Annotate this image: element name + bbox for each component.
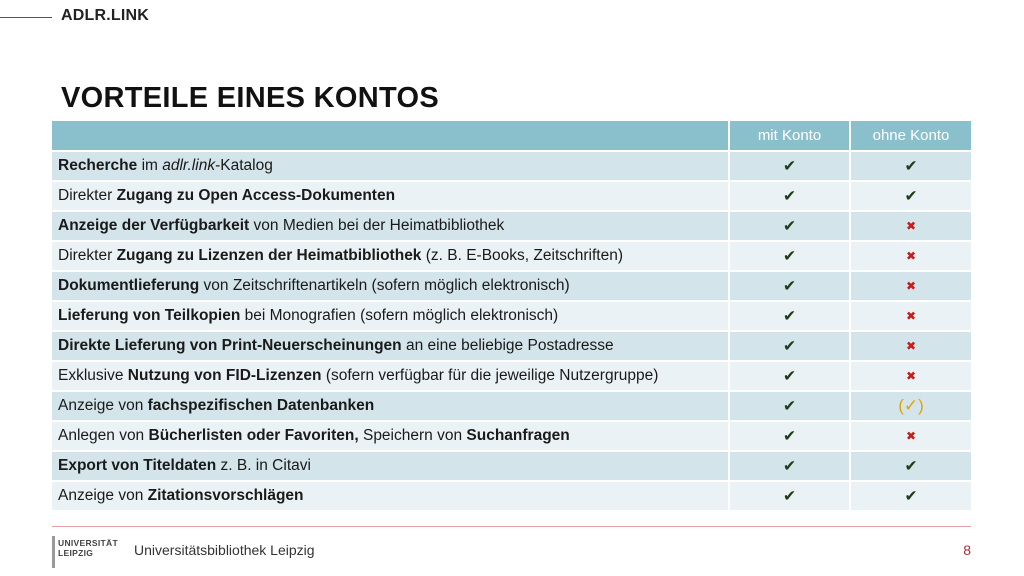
feature-cell — [52, 332, 728, 360]
feature-text: Direkte Lieferung von Print-Neuerscheinungen — [58, 337, 402, 354]
check-icon: ✔ — [783, 217, 796, 235]
feature-text: adlr.link — [162, 157, 216, 174]
page-title: VORTEILE EINES KONTOS — [61, 82, 439, 114]
ohne-konto-cell — [849, 182, 971, 210]
feature-cell — [52, 452, 728, 480]
mit-konto-cell — [728, 392, 849, 420]
feature-text: Anzeige von — [58, 397, 148, 414]
table-row — [52, 482, 971, 510]
table-row — [52, 242, 971, 270]
mit-konto-cell — [728, 362, 849, 390]
feature-text: Recherche — [58, 157, 138, 174]
table-header-row — [52, 121, 971, 150]
header-feature — [52, 121, 728, 150]
ohne-konto-cell — [849, 452, 971, 480]
feature-text: Suchanfragen — [466, 427, 570, 444]
page-number: 8 — [963, 542, 971, 558]
check-icon: ✔ — [783, 337, 796, 355]
check-icon: ✔ — [783, 457, 796, 475]
feature-text: Nutzung von FID-Lizenzen — [127, 367, 322, 384]
check-icon: ✔ — [904, 187, 918, 205]
feature-text: Direkter — [58, 187, 117, 204]
ohne-konto-cell — [849, 392, 971, 420]
mit-konto-cell — [728, 272, 849, 300]
check-icon: ✔ — [783, 397, 796, 415]
partial-check-icon: (✓) — [898, 396, 924, 415]
feature-text: an eine beliebige Postadresse — [401, 337, 614, 354]
mit-konto-cell — [728, 302, 849, 330]
feature-cell — [52, 242, 728, 270]
feature-text: Export von Titeldaten — [58, 457, 217, 474]
table-row — [52, 302, 971, 330]
check-icon: ✔ — [904, 487, 918, 505]
check-icon: ✔ — [904, 157, 918, 175]
mit-konto-cell — [728, 152, 849, 180]
check-icon: ✔ — [904, 457, 918, 475]
footer-institution: Universitätsbibliothek Leipzig — [134, 542, 315, 558]
check-icon: ✔ — [783, 367, 796, 385]
feature-text: Exklusive — [58, 367, 128, 384]
feature-cell — [52, 482, 728, 510]
feature-text: Anlegen von — [58, 427, 149, 444]
logo-line-1: UNIVERSITÄT — [58, 538, 118, 548]
cross-icon: ✖ — [905, 219, 917, 233]
feature-text: Dokumentlieferung — [58, 277, 200, 294]
table-row — [52, 422, 971, 450]
feature-text: z. B. in Citavi — [216, 457, 311, 474]
feature-cell — [52, 392, 728, 420]
feature-text: (z. B. E-Books, Zeitschriften) — [421, 247, 623, 264]
cross-icon: ✖ — [905, 279, 917, 293]
feature-text: von Medien bei der Heimatbibliothek — [249, 217, 505, 234]
feature-cell — [52, 362, 728, 390]
check-icon: ✔ — [783, 427, 796, 445]
feature-text: Lieferung von Teilkopien — [58, 307, 241, 324]
logo-line-2: LEIPZIG — [58, 548, 94, 558]
mit-konto-cell — [728, 422, 849, 450]
cross-icon: ✖ — [905, 249, 917, 263]
check-icon: ✔ — [783, 247, 796, 265]
ohne-konto-cell — [849, 212, 971, 240]
feature-text: im — [137, 157, 163, 174]
ohne-konto-cell — [849, 152, 971, 180]
table-row — [52, 362, 971, 390]
table-row — [52, 452, 971, 480]
header-mit-konto: mit Konto — [728, 121, 849, 150]
mit-konto-cell — [728, 452, 849, 480]
header-rule — [0, 17, 52, 18]
mit-konto-cell — [728, 182, 849, 210]
logo-text — [58, 538, 118, 558]
comparison-table — [52, 119, 971, 512]
feature-text: fachspezifischen Datenbanken — [147, 397, 375, 414]
table-row — [52, 332, 971, 360]
feature-text: von Zeitschriftenartikeln (sofern möglich elektronisch) — [199, 277, 570, 294]
ohne-konto-cell — [849, 332, 971, 360]
mit-konto-cell — [728, 482, 849, 510]
feature-text: Zugang zu Lizenzen der Heimatbibliothek — [116, 247, 422, 264]
feature-text: bei Monografien (sofern möglich elektronisch) — [240, 307, 559, 324]
mit-konto-cell — [728, 332, 849, 360]
ohne-konto-cell — [849, 422, 971, 450]
feature-text: Anzeige von — [58, 487, 148, 504]
cross-icon: ✖ — [905, 369, 917, 383]
table-row — [52, 212, 971, 240]
footer-rule — [52, 526, 971, 527]
feature-text: Speichern von — [358, 427, 467, 444]
table-row — [52, 152, 971, 180]
cross-icon: ✖ — [905, 339, 917, 353]
cross-icon: ✖ — [905, 429, 917, 443]
feature-text: Anzeige der Verfügbarkeit — [58, 217, 250, 234]
feature-text: Zitationsvorschlägen — [147, 487, 304, 504]
header-ohne-konto: ohne Konto — [849, 121, 971, 150]
table-row — [52, 182, 971, 210]
cross-icon: ✖ — [905, 309, 917, 323]
feature-text: Zugang zu Open Access-Dokumenten — [116, 187, 396, 204]
ohne-konto-cell — [849, 242, 971, 270]
mit-konto-cell — [728, 242, 849, 270]
feature-text: Direkter — [58, 247, 117, 264]
feature-cell — [52, 182, 728, 210]
ohne-konto-cell — [849, 362, 971, 390]
check-icon: ✔ — [783, 187, 796, 205]
feature-cell — [52, 422, 728, 450]
ohne-konto-cell — [849, 272, 971, 300]
check-icon: ✔ — [783, 487, 796, 505]
ohne-konto-cell — [849, 302, 971, 330]
feature-cell — [52, 152, 728, 180]
feature-cell — [52, 272, 728, 300]
table-row — [52, 272, 971, 300]
check-icon: ✔ — [783, 277, 796, 295]
table-row — [52, 392, 971, 420]
feature-text: (sofern verfügbar für die jeweilige Nutzergruppe) — [321, 367, 659, 384]
check-icon: ✔ — [783, 307, 796, 325]
feature-cell — [52, 302, 728, 330]
check-icon: ✔ — [783, 157, 796, 175]
mit-konto-cell — [728, 212, 849, 240]
feature-cell — [52, 212, 728, 240]
logo-bar — [52, 536, 55, 568]
ohne-konto-cell — [849, 482, 971, 510]
university-logo — [52, 536, 118, 568]
brand-label: ADLR.LINK — [61, 7, 150, 24]
feature-text: -Katalog — [215, 157, 273, 174]
feature-text: Bücherlisten oder Favoriten, — [148, 427, 359, 444]
